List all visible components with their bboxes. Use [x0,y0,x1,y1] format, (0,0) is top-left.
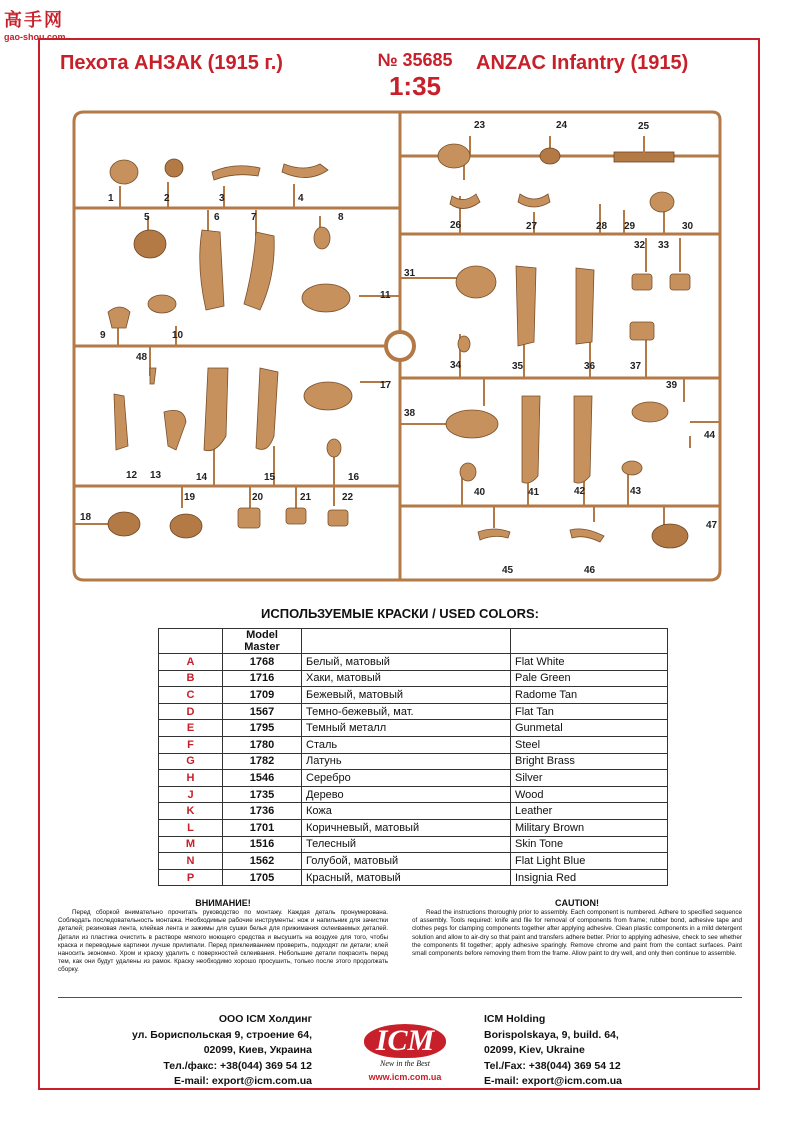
color-code: 1768 [223,654,302,671]
color-letter: F [159,736,223,753]
color-code: 1701 [223,819,302,836]
watermark [4,6,66,42]
title-russian: Пехота АНЗАК (1915 г.) [60,52,283,74]
part-number: 4 [298,193,304,204]
part-number: 43 [630,486,642,497]
color-name-ru: Дерево [302,786,511,803]
color-letter: C [159,687,223,704]
warning-title-ru: ВНИМАНИЕ! [195,898,251,908]
footer-divider [58,997,742,998]
part-number: 30 [682,221,694,232]
part-number: 48 [136,352,148,363]
part-number: 22 [342,492,354,503]
catalog-number: № 35685 [377,50,453,70]
address-russian [90,1012,312,1090]
part-number: 10 [172,330,184,341]
table-row [159,770,668,787]
part-number: 13 [150,470,162,481]
part-number: 31 [404,268,416,279]
color-code: 1567 [223,703,302,720]
table-row [159,670,668,687]
color-name-ru: Белый, матовый [302,654,511,671]
color-letter: H [159,770,223,787]
color-name-en: Flat Tan [511,703,668,720]
warning-title-en: CAUTION! [555,898,599,908]
color-name-en: Military Brown [511,819,668,836]
color-letter: J [159,786,223,803]
part-number: 23 [474,120,486,131]
color-code: 1516 [223,836,302,853]
part-number: 1 [108,193,114,204]
part-number: 7 [251,212,257,223]
part-number: 39 [666,380,678,391]
icm-logo [352,1024,458,1082]
company-name-ru: ООО ICM Холдинг [218,1013,312,1025]
sprue-diagram [64,106,724,592]
watermark-url: gao-shou.com [4,32,66,42]
part-number: 12 [126,470,138,481]
header-name-en [511,629,668,654]
table-row [159,703,668,720]
part-number: 19 [184,492,196,503]
color-name-en: Radome Tan [511,687,668,704]
part-number: 46 [584,565,596,576]
part-number: 15 [264,472,276,483]
color-letter: K [159,803,223,820]
color-code: 1736 [223,803,302,820]
part-number: 25 [638,121,650,132]
part-number: 16 [348,472,360,483]
part-number: 9 [100,330,106,341]
color-letter: L [159,819,223,836]
color-code: 1716 [223,670,302,687]
color-name-ru: Темный металл [302,720,511,737]
header-name-ru [302,629,511,654]
color-name-en: Bright Brass [511,753,668,770]
color-letter: P [159,869,223,886]
part-number: 26 [450,220,462,231]
part-number: 37 [630,361,642,372]
street-ru: ул. Бориспольская 9, строение 64, [132,1028,312,1041]
part-number: 20 [252,492,264,503]
color-letter: M [159,836,223,853]
part-number: 14 [196,472,208,483]
table-row [159,803,668,820]
color-name-ru: Латунь [302,753,511,770]
color-code: 1735 [223,786,302,803]
table-row [159,869,668,886]
color-code: 1705 [223,869,302,886]
warning-text-en: Read the instructions thoroughly prior to assembly. Each component is numbered. Adhere to specified sequence of assembly. Tools required: knife and file for removal of components from frame; rubber bond, adhesive tape and clothes pegs for clamping components together after applying adhesive. Clean plastic components in a mild detergent solution and allow to air-dry so that paint and transfers adhere better. Prior to applying adhesive, check to see whether the components fit together; apply adhesive sparingly. Remove chrome and paint from the contact surfaces. Paint small components before removing them from the frame. Allow paint to dry well, and only then continue to assemble. [412,909,742,958]
header-letter [159,629,223,654]
part-number: 21 [300,492,312,503]
part-number: 18 [80,512,92,523]
part-number: 44 [704,430,716,441]
icm-website-link[interactable]: www.icm.com.ua [368,1072,442,1082]
company-name-en: ICM Holding [484,1013,546,1025]
part-number: 42 [574,486,586,497]
color-code: 1795 [223,720,302,737]
color-code: 1780 [223,736,302,753]
color-name-ru: Кожа [302,803,511,820]
color-name-en: Insignia Red [511,869,668,886]
icm-slogan: New in the Best [380,1059,430,1068]
watermark-logo: 高手网 [4,10,64,30]
part-number: 47 [706,520,718,531]
part-number: 29 [624,221,636,232]
city-en: 02099, Kiev, Ukraine [484,1044,585,1056]
table-row [159,853,668,870]
color-name-ru: Темно-бежевый, мат. [302,703,511,720]
color-name-ru: Сталь [302,736,511,753]
color-name-ru: Коричневый, матовый [302,819,511,836]
title-english: ANZAC Infantry (1915) [476,52,689,74]
used-colors-table [158,628,668,886]
table-row [159,720,668,737]
color-name-ru: Красный, матовый [302,869,511,886]
part-number: 38 [404,408,416,419]
color-code: 1709 [223,687,302,704]
color-code: 1782 [223,753,302,770]
color-name-en: Flat Light Blue [511,853,668,870]
part-number: 5 [144,212,150,223]
header-brand: Model Master [223,629,302,654]
sprue-center-ring [386,332,414,360]
table-row [159,687,668,704]
color-name-ru: Хаки, матовый [302,670,511,687]
part-number: 40 [474,487,486,498]
scale-label: 1:35 [388,71,442,101]
street-en: Borispolskaya, 9, build. 64, [484,1028,619,1041]
color-name-ru: Бежевый, матовый [302,687,511,704]
part-number: 3 [219,193,225,204]
part-number: 2 [164,193,170,204]
warning-text-ru: Перед сборкой внимательно прочитать руководство по монтажу. Каждая деталь пронумерована. Соблюдать последовательность монтажа. Необходимые рабочие инструменты: нож и напильник для зачистки деталей; резиновая лента, клейкая лента и зажимы для сушки белья для прижимания склеиваемых деталей. Детали из пластика очистить в растворе мягкого моющего средства и высушить на воздухе для того, чтобы краска и переводные картинки лучше прилипали. Перед приклеиванием проверить, подходят ли детали; клей наносить экономно. Хром и краску удалить с поверхностей склеивания. Небольшие детали покрасить перед тем, как они будут удалены из рамок. Краску необходимо хорошо просушить, только после этого продолжать сборку. [58,909,388,974]
color-name-en: Leather [511,803,668,820]
part-number: 17 [380,380,392,391]
color-name-en: Steel [511,736,668,753]
table-row [159,836,668,853]
color-name-en: Skin Tone [511,836,668,853]
part-number: 34 [450,360,462,371]
part-number: 45 [502,565,514,576]
color-name-en: Flat White [511,654,668,671]
color-name-en: Silver [511,770,668,787]
color-name-ru: Телесный [302,836,511,853]
color-code: 1546 [223,770,302,787]
part-number: 36 [584,361,596,372]
table-row [159,753,668,770]
part-number: 28 [596,221,608,232]
color-name-en: Pale Green [511,670,668,687]
color-letter: A [159,654,223,671]
part-number: 41 [528,487,540,498]
color-rows [159,654,668,886]
city-ru: 02099, Киев, Украина [203,1044,312,1056]
color-letter: N [159,853,223,870]
color-name-ru: Голубой, матовый [302,853,511,870]
color-letter: E [159,720,223,737]
part-number: 24 [556,120,568,131]
color-letter: D [159,703,223,720]
color-code: 1562 [223,853,302,870]
color-letter: B [159,670,223,687]
color-letter: G [159,753,223,770]
used-colors-title: ИСПОЛЬЗУЕМЫЕ КРАСКИ / USED COLORS: [261,606,539,621]
part-number: 8 [338,212,344,223]
color-name-en: Gunmetal [511,720,668,737]
part-number: 11 [380,290,391,301]
table-row [159,654,668,671]
table-row [159,736,668,753]
color-name-en: Wood [511,786,668,803]
warning-english [412,898,742,958]
email-ru[interactable]: E-mail: export@icm.com.ua [173,1075,312,1087]
table-row [159,819,668,836]
email-en[interactable]: E-mail: export@icm.com.ua [484,1075,623,1087]
phone-ru: Тел./факс: +38(044) 369 54 12 [163,1059,312,1072]
phone-en: Tel./Fax: +38(044) 369 54 12 [484,1059,621,1072]
part-number: 33 [658,240,670,251]
address-english [484,1012,724,1090]
part-number: 27 [526,221,538,232]
warning-russian [58,898,388,975]
part-number: 35 [512,361,524,372]
part-number: 32 [634,240,646,251]
icm-brand-mark: ICM [364,1024,446,1058]
table-row [159,786,668,803]
color-name-ru: Серебро [302,770,511,787]
part-number: 6 [214,212,220,223]
table-header-row [159,629,668,654]
